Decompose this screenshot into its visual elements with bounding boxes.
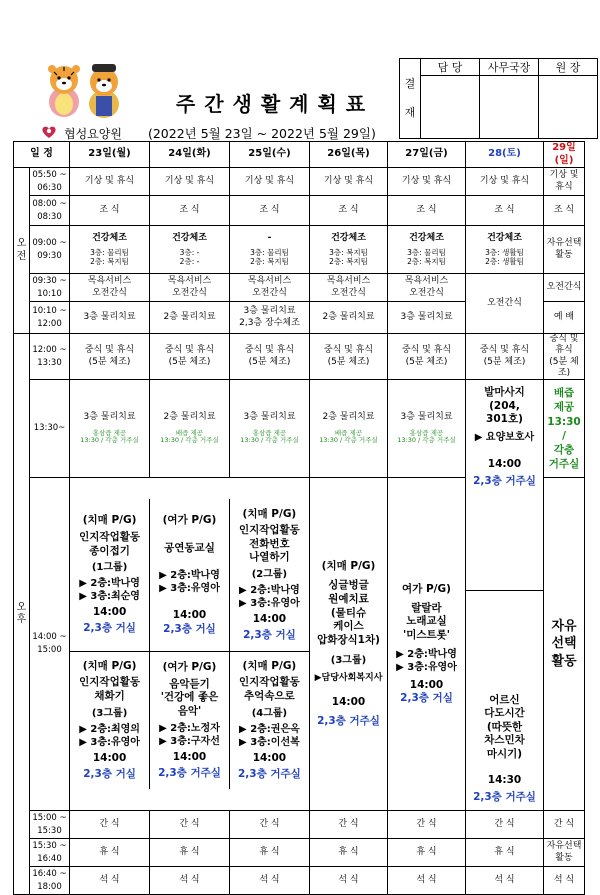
wake-sun: 기상 및 휴식: [544, 168, 585, 196]
time-slot: 12:00 ~ 13:30: [30, 334, 70, 380]
activity-sat-tea-time: 어르신 다도시간 (따뜻한 차스민차 마시기) 14:30 2,3층 거주실: [473, 693, 536, 803]
approval-col-director: 원 장: [539, 59, 598, 76]
org-name: 협성요양원: [64, 126, 122, 141]
approval-col-charge: 담 당: [421, 59, 480, 76]
exercise-sat: 건강체조 3층: 생활팀 2층: 생활팀: [466, 226, 544, 274]
date-range: (2022년 5월 23일 ~ 2022년 5월 29일): [147, 126, 376, 141]
approval-label: 결 재: [400, 59, 421, 139]
time-slot: 16:40 ~ 18:00: [30, 867, 70, 895]
lunch-fri: 중식 및 휴식 (5분 체조): [388, 334, 466, 380]
pt-wed: 3층 물리치료 2,3층 장수체조: [230, 302, 310, 334]
am-snack-sat: 오전간식: [466, 274, 544, 334]
snack-sat: 간 식: [466, 811, 544, 839]
breakfast-fri: 조 식: [388, 196, 466, 226]
time-slot: 15:30 ~ 16:40: [30, 839, 70, 867]
activity-tue-1: (여가 P/G) 공연동교실 ▶ 2층:박나영 ▶ 3층:유영아 14:00 2,3층 거실: [150, 499, 230, 651]
time-slot: 08:00 ~ 08:30: [30, 196, 70, 226]
rest-tue: 휴 식: [150, 839, 230, 867]
pt-fri: 3층 물리치료: [388, 302, 466, 334]
pt2-mon: 3층 물리치료 홍삼즙 제공 13:30 / 각층 거주실: [70, 380, 150, 478]
lunch-mon: 중식 및 휴식 (5분 체조): [70, 334, 150, 380]
breakfast-thu: 조 식: [310, 196, 388, 226]
time-slot: 09:30 ~ 10:10: [30, 274, 70, 302]
exercise-fri: 건강체조 3층: 물리팀 2층: 복지팀: [388, 226, 466, 274]
breakfast-sun: 조 식: [544, 196, 585, 226]
rest-wed: 휴 식: [230, 839, 310, 867]
bath-wed: 목욕서비스 오전간식: [230, 274, 310, 302]
period-am: 오 전: [14, 168, 30, 334]
day-sun: 29일(일): [544, 142, 585, 168]
tiger-logo: [40, 62, 130, 118]
rest-sat: 휴 식: [466, 839, 544, 867]
rest-thu: 휴 식: [310, 839, 388, 867]
org-logo-icon: [40, 125, 58, 142]
org-line: [40, 124, 376, 142]
lunch-wed: 중식 및 휴식 (5분 체조): [230, 334, 310, 380]
time-slot: 10:10 ~ 12:00: [30, 302, 70, 334]
dinner-fri: 석 식: [388, 867, 466, 895]
time-slot: 15:00 ~ 15:30: [30, 811, 70, 839]
pt2-wed: 3층 물리치료 홍삼즙 제공 13:30 / 각층 거주실: [230, 380, 310, 478]
wake-fri: 기상 및 휴식: [388, 168, 466, 196]
approval-sign-director[interactable]: [539, 76, 598, 139]
activity-fri: 여가 P/G) 랄랄라 노래교실 '미스트롯' ▶ 2층:박나영 ▶ 3층:유영아 14:00 2,3층 거실: [388, 478, 466, 811]
lunch-thu: 중식 및 휴식 (5분 체조): [310, 334, 388, 380]
wake-thu: 기상 및 휴식: [310, 168, 388, 196]
dinner-sun: 석 식: [544, 867, 585, 895]
activity-wed-1: (치매 P/G) 인지작업활동 전화번호 나열하기 (2그룹) ▶ 2층:박나영 ▶ 3층:유영아 14:00 2,3층 거실: [229, 499, 309, 651]
bath-fri: 목욕서비스 오전간식: [388, 274, 466, 302]
snack-tue: 간 식: [150, 811, 230, 839]
exercise-thu: 건강체조 3층: 복지팀 2층: 복지팀: [310, 226, 388, 274]
approval-sign-secretary[interactable]: [480, 76, 539, 139]
dinner-tue: 석 식: [150, 867, 230, 895]
pt2-fri: 3층 물리치료 홍삼즙 제공 13:30 / 각층 거주실: [388, 380, 466, 478]
approval-box: [399, 58, 598, 139]
day-fri: 27일(금): [388, 142, 466, 168]
day-wed: 25일(수): [230, 142, 310, 168]
am-snack-sun: 오전간식: [544, 274, 585, 302]
bath-tue: 목욕서비스 오전간식: [150, 274, 230, 302]
activity-wed-2: (치매 P/G) 인지작업활동 추억속으로 (4그룹) ▶ 2층:권은옥 ▶ 3층:이선복 14:00 2,3층 거주실: [237, 659, 301, 780]
breakfast-wed: 조 식: [230, 196, 310, 226]
wake-sat: 기상 및 휴식: [466, 168, 544, 196]
time-slot: 05:50 ~ 06:30: [30, 168, 70, 196]
activity-mon-1: (치매 P/G) 인지작업활동 종이접기 (1그룹) ▶ 2층:박나영 ▶ 3층:최순영 14:00 2,3층 거실: [70, 499, 150, 651]
free-activity-sun: 자유선택 활동: [544, 226, 585, 274]
snack-mon: 간 식: [70, 811, 150, 839]
bath-mon: 목욕서비스 오전간식: [70, 274, 150, 302]
time-slot: 14:00 ~ 15:00: [30, 478, 70, 811]
programs-mon-wed: [70, 478, 310, 811]
breakfast-sat: 조 식: [466, 196, 544, 226]
activity-tue-2: (여가 P/G) 음악듣기 '건강에 좋은 음악' ▶ 2층:노정자 ▶ 3층:구자선 14:00 2,3층 거주실: [150, 651, 230, 789]
header-period: 일 정: [14, 142, 70, 168]
dinner-thu: 석 식: [310, 867, 388, 895]
rest-mon: 휴 식: [70, 839, 150, 867]
free-activity-sun-2: 자유선택 활동: [544, 839, 585, 867]
snack-wed: 간 식: [230, 811, 310, 839]
lunch-sun: 중식 및 휴식 (5분 체조): [544, 334, 585, 380]
approval-col-secretary: 사무국장: [480, 59, 539, 76]
pt2-thu: 2층 물리치료 배즙 제공 13:30 / 각층 거주실: [310, 380, 388, 478]
exercise-tue: 건강체조 3층: - 2층: -: [150, 226, 230, 274]
time-slot: 13:30~: [30, 380, 70, 478]
period-pm: 오 후: [14, 334, 30, 895]
approval-sign-charge[interactable]: [421, 76, 480, 139]
snack-fri: 간 식: [388, 811, 466, 839]
pt-tue: 2층 물리치료: [150, 302, 230, 334]
drink-sun: 배즙 제공 13:30 / 각층 거주실: [544, 380, 585, 478]
exercise-wed: - 3층: 물리팀 2층: 복지팀: [230, 226, 310, 274]
activity-mon-2: (치매 P/G) 인지작업활동 채화기 (3그룹) ▶ 2층:최영의 ▶ 3층:유영아 14:00 2,3층 거실: [70, 651, 150, 789]
time-slot: 09:00 ~ 09:30: [30, 226, 70, 274]
activity-thu: (치매 P/G) 싱글벙글 원예치료 (물티슈 케이스 압화장식1차) (3그룹) ▶담당사회복지사 14:00 2,3층 거주실: [310, 478, 388, 811]
day-mon: 23일(월): [70, 142, 150, 168]
rest-fri: 휴 식: [388, 839, 466, 867]
pt-mon: 3층 물리치료: [70, 302, 150, 334]
dinner-mon: 석 식: [70, 867, 150, 895]
breakfast-tue: 조 식: [150, 196, 230, 226]
day-sat: 28(토): [466, 142, 544, 168]
day-tue: 24일(화): [150, 142, 230, 168]
wake-tue: 기상 및 휴식: [150, 168, 230, 196]
lunch-tue: 중식 및 휴식 (5분 체조): [150, 334, 230, 380]
document-title: 주간생활계획표: [175, 92, 375, 116]
dinner-sat: 석 식: [466, 867, 544, 895]
activity-sun: 자유 선택 활동: [544, 478, 585, 811]
activity-sat: [466, 380, 544, 811]
exercise-mon: 건강체조 3층: 물리팀 2층: 복지팀: [70, 226, 150, 274]
snack-sun: 간 식: [544, 811, 585, 839]
weekly-schedule-table: [13, 141, 585, 895]
wake-mon: 기상 및 휴식: [70, 168, 150, 196]
pt-thu: 2층 물리치료: [310, 302, 388, 334]
bath-thu: 목욕서비스 오전간식: [310, 274, 388, 302]
pt2-tue: 2층 물리치료 배즙 제공 13:30 / 각층 거주실: [150, 380, 230, 478]
day-thu: 26일(목): [310, 142, 388, 168]
worship-sun: 예 배: [544, 302, 585, 334]
dinner-wed: 석 식: [230, 867, 310, 895]
lunch-sat: 중식 및 휴식 (5분 체조): [466, 334, 544, 380]
activity-sat-foot-massage: 발마사지 (204, 301호) ▶ 요양보호사 14:00 2,3층 거주실: [473, 386, 536, 488]
breakfast-mon: 조 식: [70, 196, 150, 226]
wake-wed: 기상 및 휴식: [230, 168, 310, 196]
snack-thu: 간 식: [310, 811, 388, 839]
